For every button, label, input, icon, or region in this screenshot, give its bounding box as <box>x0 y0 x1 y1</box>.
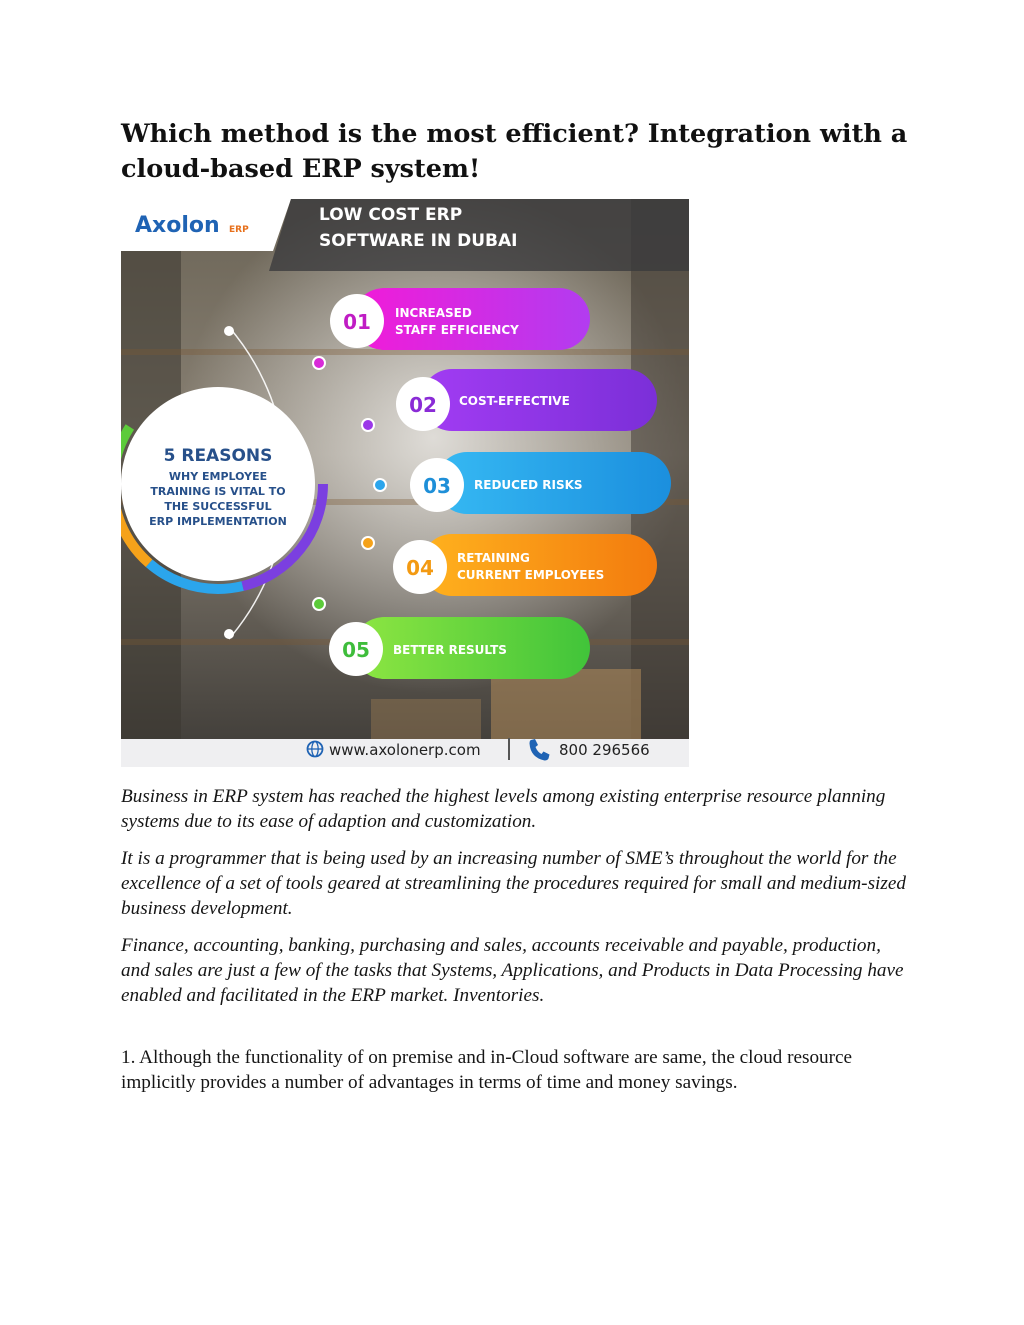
headline-line-2: SOFTWARE IN DUBAI <box>319 231 518 251</box>
arc-end-dot-top <box>224 326 234 336</box>
reason-label-03: REDUCED RISKS <box>474 478 583 492</box>
center-line-4: ERP IMPLEMENTATION <box>149 515 287 528</box>
infographic-footer <box>308 738 650 761</box>
reason-number-02: 02 <box>409 393 437 417</box>
reason-number-04: 04 <box>406 556 434 580</box>
reason-label-04-line-2: CURRENT EMPLOYEES <box>457 568 605 582</box>
headline-line-1: LOW COST ERP <box>319 205 463 225</box>
footer-website: www.axolonerp.com <box>329 741 481 759</box>
paragraph-4: 1. Although the functionality of on premise and in-Cloud software are same, the cloud resource implicitly provides a number of advantages in terms of time and money savings. <box>121 1047 853 1093</box>
paragraph-3: Finance, accounting, banking, purchasing and sales, accounts receivable and payable, production, and sales are just a few of the tasks that Systems, Applications, and Products in Data Processing have enabled and facilitated in the ERP market. Inventories. <box>121 935 904 1006</box>
paragraph-2: It is a programmer that is being used by an increasing number of SME’s throughout the world for the excellence of a set of tools geared at streamlining the procedures required for small and medium-sized business development. <box>121 848 906 919</box>
reason-number-03: 03 <box>423 474 451 498</box>
center-title: 5 REASONS <box>163 446 273 466</box>
footer-divider <box>508 738 510 760</box>
reason-label-01-line-2: STAFF EFFICIENCY <box>395 323 519 337</box>
center-line-2: TRAINING IS VITAL TO <box>150 485 286 498</box>
logo-brand-text: Axolon <box>135 213 220 238</box>
reason-label-05: BETTER RESULTS <box>393 643 507 657</box>
center-line-1: WHY EMPLOYEE <box>168 470 268 483</box>
reason-number-01: 01 <box>343 310 371 334</box>
infographic-image <box>121 199 689 767</box>
logo-suffix-text: ERP <box>229 225 249 235</box>
reason-label-02: COST-EFFECTIVE <box>459 394 570 408</box>
page-title: Which method is the most efficient? Integration with a cloud-based ERP system! <box>121 119 908 184</box>
reason-label-01-line-1: INCREASED <box>395 306 472 320</box>
footer-phone: 800 296566 <box>559 741 650 759</box>
reason-number-05: 05 <box>342 638 370 662</box>
paragraph-1: Business in ERP system has reached the highest levels among existing enterprise resource planning systems due to its ease of adaption and customization. <box>121 786 886 832</box>
center-line-3: THE SUCCESSFUL <box>164 500 272 513</box>
reason-label-04-line-1: RETAINING <box>457 551 530 565</box>
arc-end-dot-bottom <box>224 629 234 639</box>
